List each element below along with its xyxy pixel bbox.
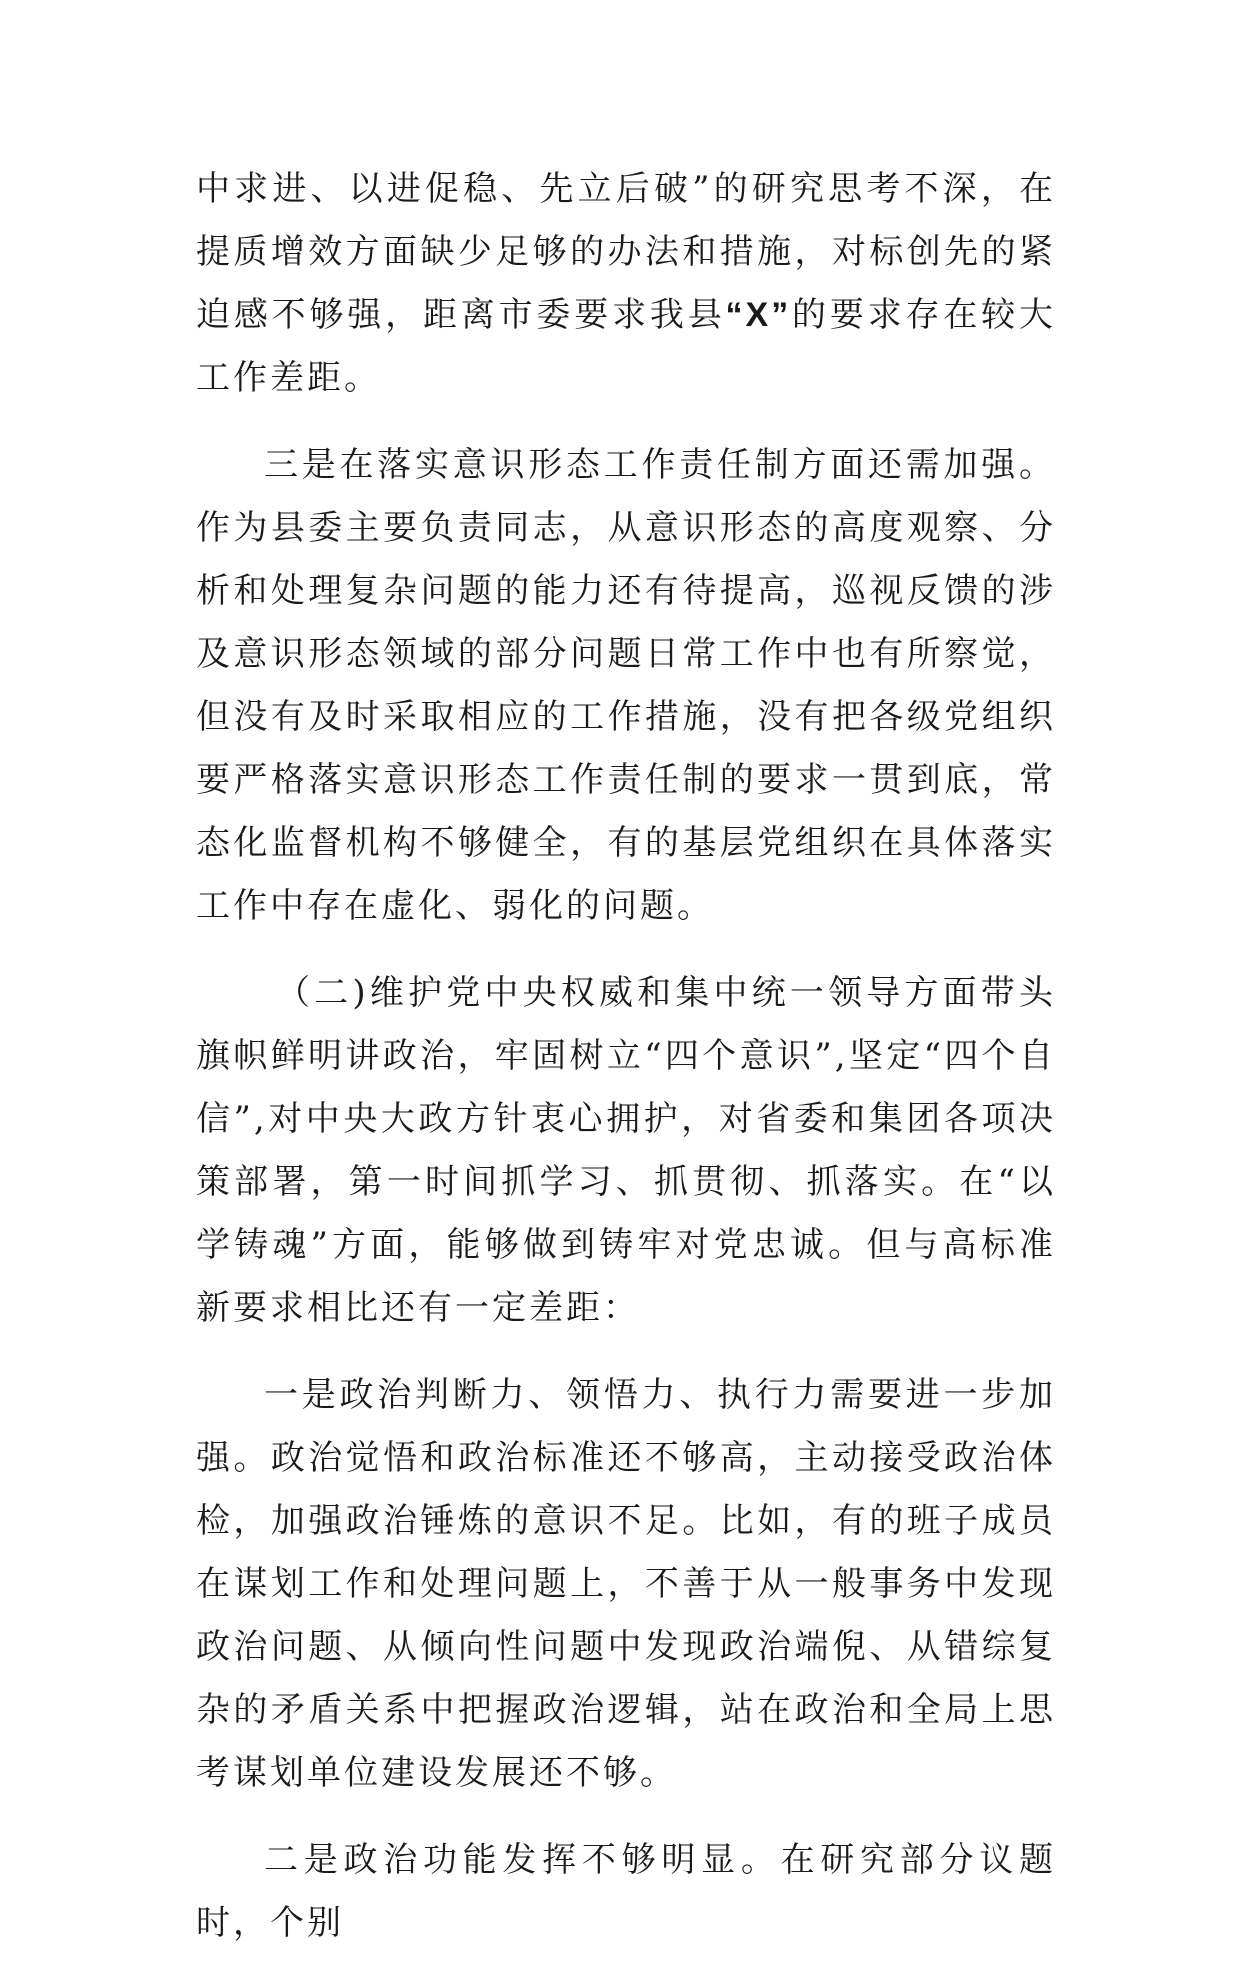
section-heading-paragraph: （二)维护党中央权威和集中统一领导方面带头旗帜鲜明讲政治，牢固树立“四个意识”,坚定“四个自信”,对中央大政方针衷心拥护，对省委和集团各项决策部署，第一时间抓学习、抓贯彻、抓落实。在“以学铸魂”方面，能够做到铸牢对党忠诚。但与高标准新要求相比还有一定差距： xyxy=(196,973,1056,1328)
paragraph-text: 中求进、以进促稳、先立后破”的研究思考不深，在提质增效方面缺少足够的办法和措施，对标创先的紧迫感不够强，距离市委要求我县 xyxy=(196,169,1056,335)
paragraph-continuation xyxy=(196,158,1056,410)
paragraph-text-tail: 的要求存在较大工作差距。 xyxy=(196,295,1057,398)
paragraph-ideology-responsibility: 三是在落实意识形态工作责任制方面还需加强。作为县委主要负责同志，从意识形态的高度观察、分析和处理复杂问题的能力还有待提高，巡视反馈的涉及意识形态领域的部分问题日常工作中也有所察觉，但没有及时采取相应的工作措施，没有把各级党组织要严格落实意识形态工作责任制的要求一贯到底，常态化监督机构不够健全，有的基层党组织在具体落实工作中存在虚化、弱化的问题。 xyxy=(196,445,1056,926)
paragraph-political-function: 二是政治功能发挥不够明显。在研究部分议题时，个别 xyxy=(196,1840,1056,1943)
paragraph-political-judgment: 一是政治判断力、领悟力、执行力需要进一步加强。政治觉悟和政治标准还不够高，主动接受政治体检，加强政治锤炼的意识不足。比如，有的班子成员在谋划工作和处理问题上，不善于从一般事务中发现政治问题、从倾向性问题中发现政治端倪、从错综复杂的矛盾关系中把握政治逻辑，站在政治和全局上思考谋划单位建设发展还不够。 xyxy=(196,1375,1056,1793)
document-body xyxy=(196,158,1056,1979)
emphasis-x: “X” xyxy=(725,296,792,334)
